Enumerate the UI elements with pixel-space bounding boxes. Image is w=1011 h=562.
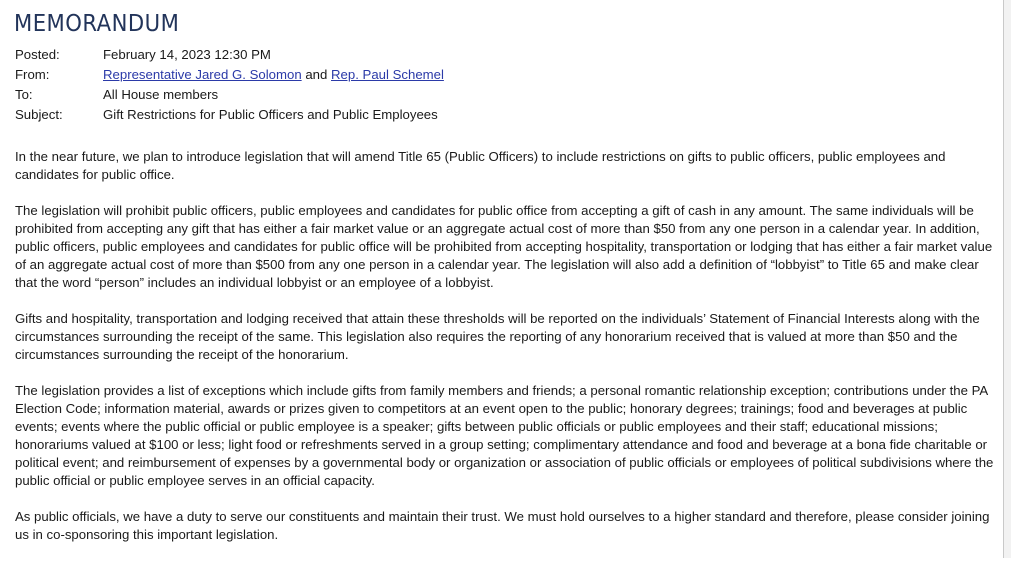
paragraph-2: The legislation will prohibit public officers, public employees and candidates for public office from accepting a gift of cash in any amount. The same individuals will be prohibited from accepting any gift that has either a fair market value or an aggregate actual cost of more than $50 from any one person in a calendar year. In addition, public officers, public employees and candidates for public office will be prohibited from accepting hospitality, transportation or lodging that has either a fair market value of an aggregate actual cost of more than $500 from any one person in a calendar year. The legislation will also add a definition of “lobbyist” to Title 65 and make clear that the word “person” includes an individual lobbyist or an employee of a lobbyist. — [15, 203, 993, 290]
from-row — [15, 65, 444, 85]
from-link-schemel[interactable]: Rep. Paul Schemel — [331, 67, 444, 82]
to-label: To: — [15, 87, 33, 102]
to-row — [15, 85, 444, 105]
subject-row — [15, 105, 444, 125]
posted-label: Posted: — [15, 47, 60, 62]
scrollbar[interactable] — [1004, 0, 1011, 558]
memo-title: MEMORANDUM — [14, 11, 180, 37]
memo-header — [15, 45, 444, 125]
from-label: From: — [15, 67, 50, 82]
paragraph-3: Gifts and hospitality, transportation and lodging received that attain these thresholds will be reported on the individuals’ Statement of Financial Interests along with the circumstances surrounding the receipt of the same. This legislation also requires the reporting of any honorarium received that is valued at more than $50 and the circumstances surrounding the receipt of the honorarium. — [15, 311, 980, 362]
paragraph-1: In the near future, we plan to introduce legislation that will amend Title 65 (Public Officers) to include restrictions on gifts to public officers, public employees and candidates for public office. — [15, 149, 946, 182]
subject-label: Subject: — [15, 107, 63, 122]
memo-body — [15, 148, 999, 562]
subject-value: Gift Restrictions for Public Officers and Public Employees — [103, 107, 438, 122]
to-value: All House members — [103, 87, 219, 102]
posted-value: February 14, 2023 12:30 PM — [103, 47, 271, 62]
from-link-solomon[interactable]: Representative Jared G. Solomon — [103, 67, 302, 82]
from-value — [103, 65, 444, 85]
paragraph-4: The legislation provides a list of exceptions which include gifts from family members and friends; a personal romantic relationship exception; contributions under the PA Election Code; information material, awards or prizes given to competitors at an event open to the public; honorary degrees; trainings; food and beverages at public events; events where the public official or public employee is a speaker; gifts between public officials or public employees and their staff; educational missions; honorariums valued at $100 or less; light food or refreshments served in a group setting; complimentary attendance and food and beverage at a bona fide charitable or political event; and reimbursement of expenses by a governmental body or organization or association of public officials or employees of political subdivisions where the public official or public employee serves in an official capacity. — [15, 383, 994, 488]
posted-row — [15, 45, 444, 65]
from-and: and — [305, 67, 328, 82]
paragraph-5: As public officials, we have a duty to serve our constituents and maintain their trust. We must hold ourselves to a higher standard and therefore, please consider joining us in co-sponsoring this important legislation. — [15, 509, 990, 542]
